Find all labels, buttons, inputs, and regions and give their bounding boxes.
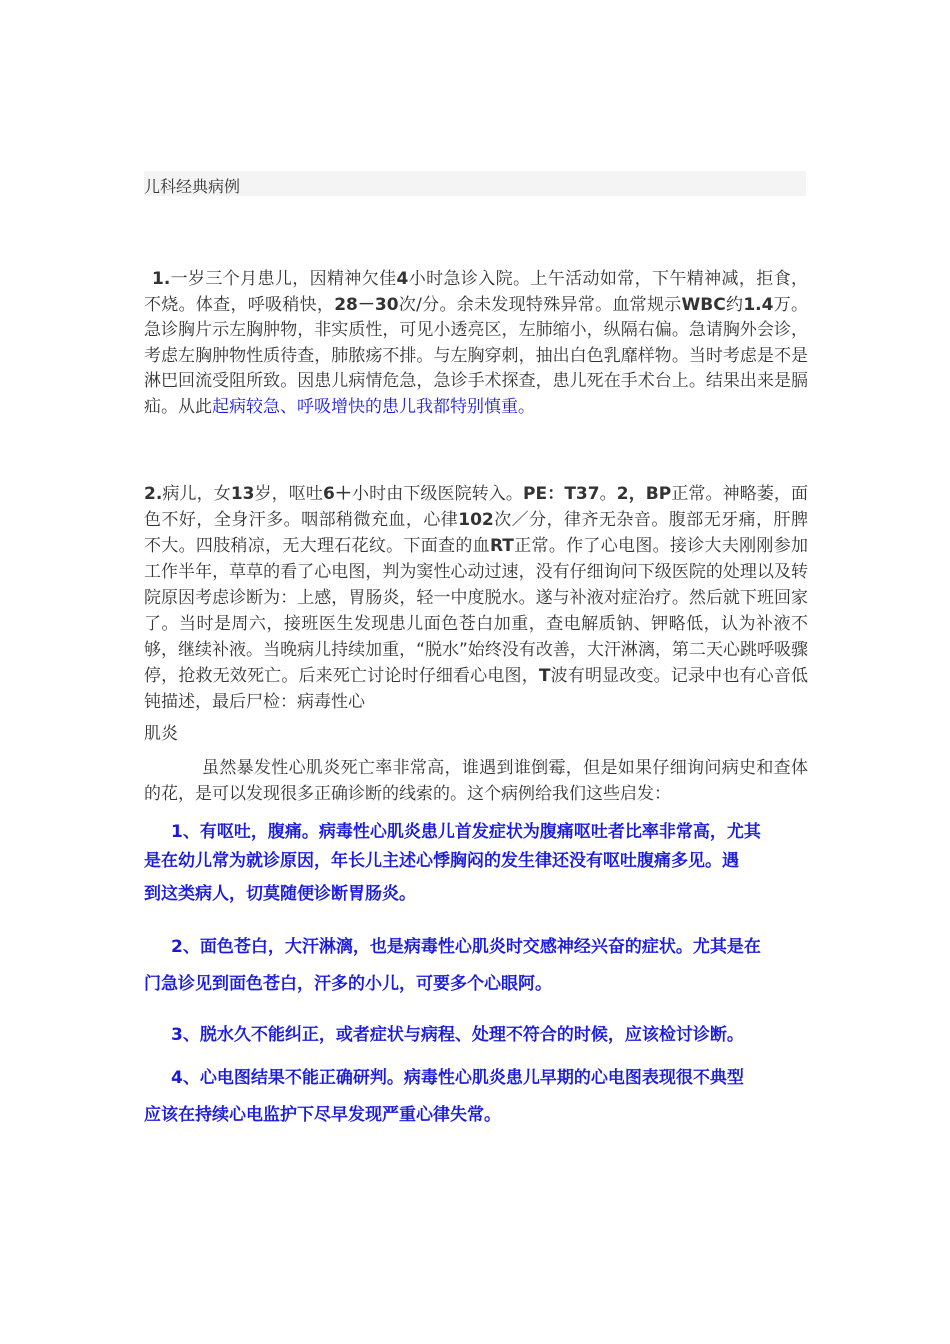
- case-1-number: 1.: [152, 269, 171, 289]
- case-2-text-f: 次／分，律齐无杂音。腹部无牙痛，肝脾不大。四肢稍凉，无大理石花纹。下面查的血: [144, 510, 808, 556]
- case-2-bp: 2，BP: [616, 484, 672, 504]
- case-2-heart-rate: 102: [458, 510, 494, 530]
- case-1-wbc-label: WBC: [681, 294, 726, 315]
- case-1-resp-rate: 28－30: [334, 294, 399, 315]
- point-1-line-1: 1、有呕吐，腹痛。病毒性心肌炎患儿首发症状为腹痛呕吐者比率非常高，尤其: [171, 822, 761, 842]
- case-2-text-g: 正常。作了心电图。接诊大夫刚刚参加工作半年，草草的看了心电图，判为窦性心动过速，没有仔细询问下级医院的处理以及转院原因考虑诊断为：上感，胃肠炎，轻一中度脱水。遂与补液对症治疗。然后就下班回家了。当时是周六，接班医生发现患儿面色苍白加重，查电解质钠、钾略低，认为补液不够，继续补液。当晚病儿持续加重，“脱水”始终没有改善，大汗淋漓，第二天心跳呼吸骤停，抢救无效死亡。后来死亡讨论时仔细看心电图，: [144, 536, 809, 686]
- case-1-hours: 4: [396, 269, 409, 289]
- case-2-text-h: 波有明显改变。记录中也有心音低钝描述，最后尸检：病毒性心: [144, 666, 809, 712]
- case-2-number: 2.: [144, 484, 163, 504]
- case-1-text-e: 万。急诊胸片示左胸肿物，非实质性，可见小透亮区，左肺缩小，纵隔右偏。急请胸外会诊，考虑左胸肿物性质待查，肺脓疡不排。与左胸穿刺，抽出白色乳靡样物。当时考虑是不是淋巴回流受阻所致。因患儿病情危急，急诊手术探查，患儿死在手术台上。结果出来是膈疝。从此: [144, 294, 809, 417]
- point-4-line-1: 4、心电图结果不能正确研判。病毒性心肌炎患儿早期的心电图表现很不典型: [171, 1068, 744, 1088]
- case-2-paragraph: [144, 481, 808, 715]
- case-1-wbc-value: 1.4: [743, 294, 774, 315]
- case-2-pe-temp: PE：T37: [523, 484, 600, 504]
- point-2-line-2: 门急诊见到面色苍白，汗多的小儿，可要多个心眼阿。: [144, 974, 552, 994]
- point-1-line-3: 到这类病人，切莫随便诊断胃肠炎。: [144, 884, 416, 904]
- case-1-text-c: 次/分。余未发现特殊异常。血常规示: [398, 294, 682, 315]
- case-1-text-a: 一岁三个月患儿，因精神欠佳: [170, 269, 397, 289]
- case-2-text-a: 病儿，女: [162, 484, 231, 504]
- case-1-text-d: 约: [725, 294, 744, 315]
- point-4-line-2: 应该在持续心电监护下尽早发现严重心律失常。: [144, 1105, 501, 1125]
- title-band: [144, 171, 806, 196]
- case-2-text-d: 。: [599, 484, 617, 504]
- document-title: 儿科经典病例: [144, 177, 241, 196]
- case-2-t-wave: T: [538, 666, 551, 686]
- case-1-text-b: 小时急诊入院。上午活动如常，下午精神减，拒食，不烧。体查，呼吸稍快，: [144, 269, 809, 315]
- case-2-hours: 6＋: [323, 484, 353, 504]
- case-1-highlight: 起病较急、呼吸增快的患儿我都特别慎重。: [212, 396, 535, 417]
- case-2-text-c: 小时由下级医院转入。: [352, 484, 524, 504]
- case-2-last-line: 肌炎: [144, 724, 178, 744]
- point-3-line-1: 3、脱水久不能纠正，或者症状与病程、处理不符合的时候，应该检讨诊断。: [171, 1025, 744, 1045]
- point-2-line-1: 2、面色苍白，大汗淋漓，也是病毒性心肌炎时交感神经兴奋的症状。尤其是在: [171, 937, 761, 957]
- point-1-line-2: 是在幼儿常为就诊原因，年长儿主述心悸胸闷的发生律还没有呕吐腹痛多见。遇: [144, 851, 739, 871]
- case-2-age: 13: [230, 484, 255, 504]
- discussion-paragraph: 虽然暴发性心肌炎死亡率非常高，谁遇到谁倒霉，但是如果仔细询问病史和查体的花，是可以发现很多正确诊断的线索的。这个病例给我们这些启发：: [144, 758, 808, 804]
- case-2-text-b: 岁，呕吐: [254, 484, 323, 504]
- case-2-text-e: 正常。神略萎，面色不好，全身汗多。咽部稍微充血，心律: [144, 484, 809, 530]
- case-2-rt: RT: [489, 536, 514, 556]
- case-1-paragraph: [144, 267, 808, 420]
